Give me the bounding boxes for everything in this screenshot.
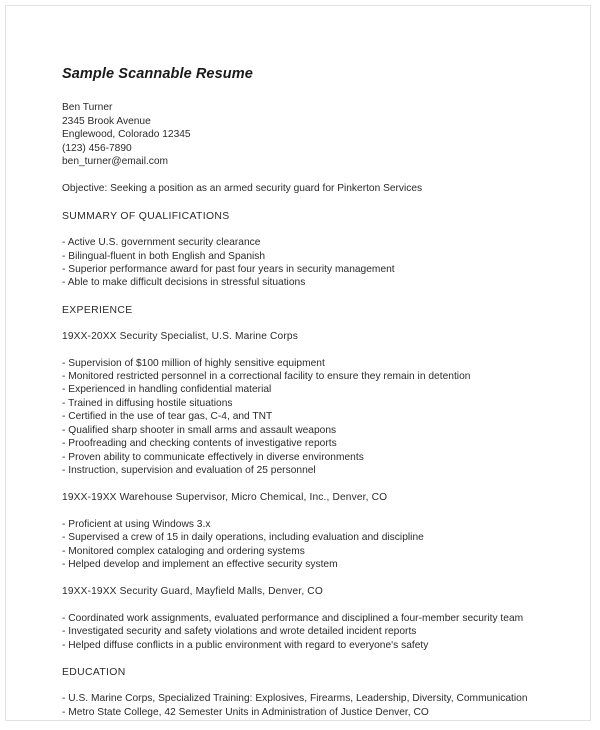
job-bullets-2	[62, 612, 576, 652]
job-title-0: 19XX-20XX Security Specialist, U.S. Marine Corps	[62, 331, 298, 343]
job-bullets-1	[62, 518, 576, 572]
section-heading-summary: SUMMARY OF QUALIFICATIONS	[62, 210, 230, 222]
education-bullets	[62, 692, 576, 719]
list-item: - Bilingual-fluent in both English and Spanish	[62, 250, 266, 262]
list-item: - Proven ability to communicate effectively in diverse environments	[62, 451, 364, 463]
list-item: - Proficient at using Windows 3.x	[62, 518, 211, 530]
contact-email: ben_turner@email.com	[62, 156, 169, 168]
job-title-1: 19XX-19XX Warehouse Supervisor, Micro Chemical, Inc., Denver, CO	[62, 492, 388, 504]
list-item: - Supervision of $100 million of highly sensitive equipment	[62, 357, 325, 369]
section-heading-experience: EXPERIENCE	[62, 304, 133, 316]
section-heading-education: EDUCATION	[62, 666, 126, 678]
objective-statement: Objective: Seeking a position as an armed security guard for Pinkerton Services	[62, 183, 423, 195]
contact-city-state-zip: Englewood, Colorado 12345	[62, 129, 191, 141]
list-item: - Supervised a crew of 15 in daily operations, including evaluation and discipline	[62, 532, 424, 544]
contact-name: Ben Turner	[62, 102, 113, 114]
contact-phone: (123) 456-7890	[62, 142, 132, 154]
resume-content	[62, 66, 576, 719]
page-title: Sample Scannable Resume	[62, 66, 253, 82]
list-item: - Experienced in handling confidential material	[62, 384, 272, 396]
list-item: - U.S. Marine Corps, Specialized Training: Explosives, Firearms, Leadership, Diversity, Communication	[62, 693, 528, 705]
list-item: - Certified in the use of tear gas, C-4, and TNT	[62, 411, 273, 423]
list-item: - Proofreading and checking contents of investigative reports	[62, 438, 337, 450]
list-item: - Superior performance award for past four years in security management	[62, 264, 395, 276]
list-item: - Coordinated work assignments, evaluated performance and disciplined a four-member security team	[62, 612, 524, 624]
contact-street: 2345 Brook Avenue	[62, 115, 151, 127]
list-item: - Able to make difficult decisions in stressful situations	[62, 277, 306, 289]
list-item: - Active U.S. government security clearance	[62, 237, 261, 249]
list-item: - Instruction, supervision and evaluation of 25 personnel	[62, 464, 316, 476]
list-item: - Trained in diffusing hostile situations	[62, 397, 233, 409]
resume-page	[5, 5, 591, 721]
contact-block	[62, 101, 576, 168]
list-item: - Helped develop and implement an effective security system	[62, 558, 338, 570]
list-item: - Investigated security and safety violations and wrote detailed incident reports	[62, 626, 417, 638]
list-item: - Qualified sharp shooter in small arms and assault weapons	[62, 424, 337, 436]
job-bullets-0	[62, 357, 576, 478]
summary-bullets	[62, 236, 576, 290]
list-item: - Helped diffuse conflicts in a public environment with regard to everyone's safety	[62, 639, 429, 651]
list-item: - Monitored restricted personnel in a correctional facility to ensure they remain in detention	[62, 371, 471, 383]
list-item: - Metro State College, 42 Semester Units in Administration of Justice Denver, CO	[62, 706, 429, 718]
job-title-2: 19XX-19XX Security Guard, Mayfield Malls, Denver, CO	[62, 586, 323, 598]
list-item: - Monitored complex cataloging and ordering systems	[62, 545, 305, 557]
